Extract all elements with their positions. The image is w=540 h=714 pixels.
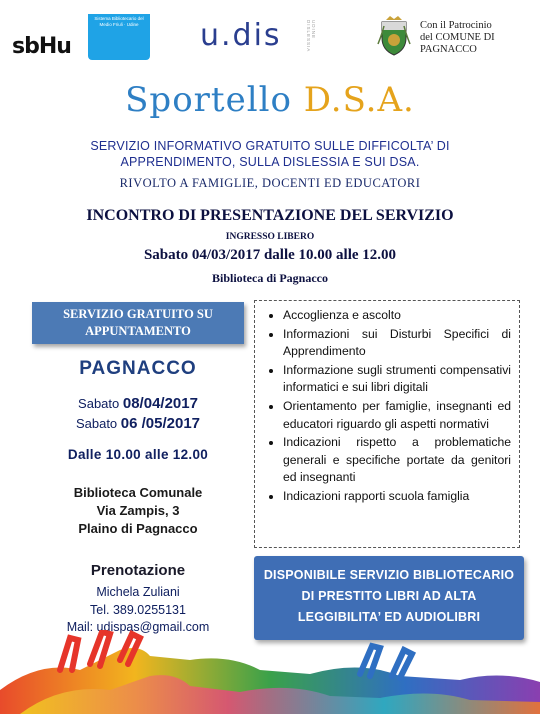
entry-free-label: INGRESSO LIBERO <box>225 232 315 242</box>
udis-logo <box>198 16 318 56</box>
contact-email: Mail: udispas@gmail.com <box>66 620 210 634</box>
sbhu-badge <box>88 14 150 60</box>
contact-name: Michela Zuliani <box>96 585 180 599</box>
address-line: Via Zampis, 3 <box>96 503 180 518</box>
presentation-heading: INCONTRO DI PRESENTAZIONE DEL SERVIZIO <box>86 207 454 224</box>
sbhu-logo-text: sbHu <box>12 34 71 59</box>
appointment-banner-line: SERVIZIO GRATUITO SU <box>63 307 213 321</box>
date-prefix: Sabato <box>78 396 123 411</box>
appointment-date <box>32 395 244 412</box>
library-service-banner <box>254 556 524 640</box>
library-service-line: DI PRESTITO LIBRI AD ALTA <box>301 589 477 603</box>
date-value: 08/04/2017 <box>122 395 198 412</box>
address-line: Biblioteca Comunale <box>73 485 203 500</box>
painted-hands-image <box>0 630 540 714</box>
udis-logo-text: u.dis <box>200 18 282 53</box>
service-item: • Accoglienza e ascolto <box>283 307 511 325</box>
town-heading: PAGNACCO <box>79 358 197 379</box>
library-service-line: LEGGIBILITA’ ED AUDIOLIBRI <box>297 610 481 624</box>
contact-phone: Tel. 389.0255131 <box>90 603 186 617</box>
title-main: Sportello <box>125 80 304 120</box>
presentation-date: Sabato 04/03/2017 dalle 10.00 alle 12.00 <box>143 247 397 263</box>
patrocinio-line: PAGNACCO <box>420 44 477 55</box>
patrocinio-line: del COMUNE DI <box>420 32 495 43</box>
appointment-date <box>32 415 244 432</box>
services-list-box <box>254 300 520 548</box>
appointment-hours: Dalle 10.00 alle 12.00 <box>67 447 209 462</box>
service-item: • Indicazioni rispetto a problematiche generali e specifiche portate da genitori ed insegnanti <box>283 434 511 487</box>
services-list <box>265 307 511 506</box>
patrocinio-line: Con il Patrocinio <box>420 20 492 31</box>
title-accent: D.S.A. <box>303 80 415 120</box>
patrocinio-text <box>420 20 530 56</box>
page-title <box>0 80 540 120</box>
intro-line-1: SERVIZIO INFORMATIVO GRATUITO SULLE DIFFICOLTA’ DI <box>90 139 450 153</box>
service-item: • Informazioni sui Disturbi Specifici di Apprendimento <box>283 326 511 361</box>
service-item: • Informazione sugli strumenti compensativi informatici e sui libri digitali <box>283 362 511 397</box>
date-prefix: Sabato <box>75 416 121 431</box>
audience-line: RIVOLTO A FAMIGLIE, DOCENTI ED EDUCATORI <box>119 176 421 190</box>
address-line: Plaino di Pagnacco <box>78 521 198 536</box>
appointment-banner <box>32 302 244 344</box>
library-service-line: DISPONIBILE SERVIZIO BIBLIOTECARIO <box>263 568 515 582</box>
service-item: • Indicazioni rapporti scuola famiglia <box>283 488 511 506</box>
sbhu-logo <box>12 16 162 64</box>
date-value: 06 /05/2017 <box>120 415 201 432</box>
intro-line-2: APPRENDIMENTO, SULLA DISLESSIA E SUI DSA. <box>120 155 420 169</box>
comune-crest-icon <box>376 14 412 56</box>
booking-heading: Prenotazione <box>90 562 186 579</box>
sbhu-badge-text: Sistema Bibliotecario del Medio Friuli · Udine <box>94 16 144 27</box>
udis-tagline: UDINE DISLESSIA <box>306 20 316 53</box>
appointment-banner-line: APPUNTAMENTO <box>85 324 191 338</box>
presentation-place: Biblioteca di Pagnacco <box>212 271 328 285</box>
service-item: • Orientamento per famiglie, insegnanti ed educatori riguardo gli aspetti normativi <box>283 398 511 433</box>
